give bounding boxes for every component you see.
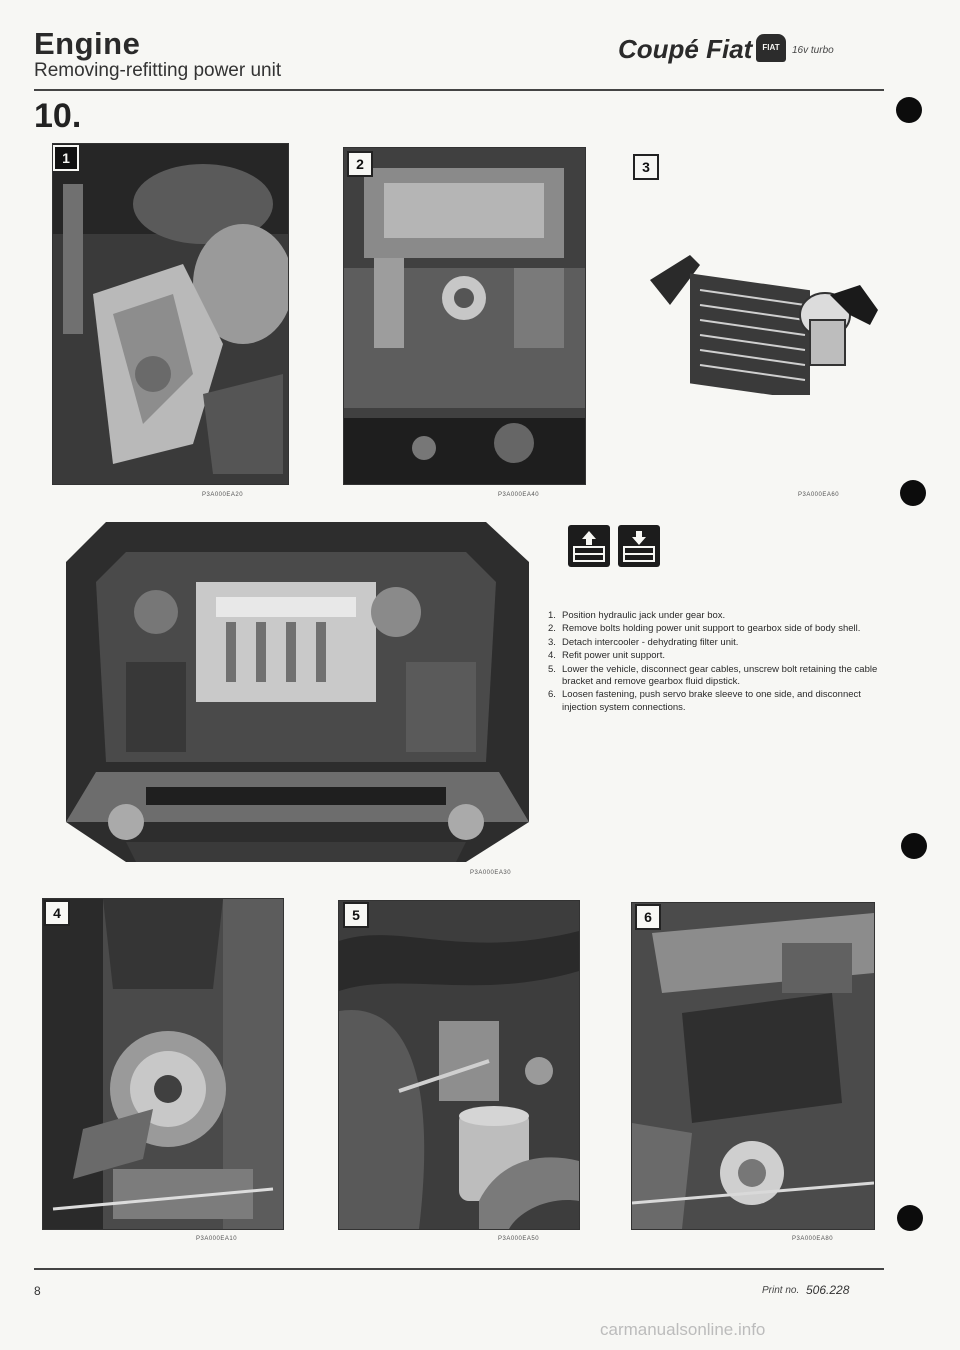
photo-3-label: 3 bbox=[633, 154, 659, 180]
photo-6-code: P3A000EA80 bbox=[792, 1236, 834, 1242]
watermark: carmanualsonline.info bbox=[600, 1320, 766, 1339]
photo-4-label: 4 bbox=[44, 900, 70, 926]
brand-name: Coupé Fiat bbox=[618, 34, 753, 64]
jack-raise-icon bbox=[568, 525, 610, 567]
instruction-item: 6. Loosen fastening, push servo brake sleeve to one side, and disconnect injection system connections. bbox=[548, 689, 861, 713]
page-number: 8 bbox=[34, 1284, 41, 1298]
photo-6-label: 6 bbox=[635, 904, 661, 930]
header-rule bbox=[34, 89, 884, 91]
jack-lower-icon bbox=[618, 525, 660, 567]
page-title: Engine bbox=[34, 26, 141, 61]
photo-2-label: 2 bbox=[347, 151, 373, 177]
photo-1-code: P3A000EA20 bbox=[202, 492, 244, 498]
binder-hole bbox=[900, 480, 926, 506]
instruction-item: 5. Lower the vehicle, disconnect gear cables, unscrew bolt retaining the cable bracket and remove gearbox fluid dipstick. bbox=[548, 663, 878, 688]
photo-3-code: P3A000EA60 bbox=[798, 492, 840, 498]
photo-5 bbox=[338, 900, 580, 1230]
photo-3 bbox=[630, 225, 885, 395]
engine-bay-photo bbox=[66, 522, 529, 867]
photo-2-code: P3A000EA40 bbox=[498, 492, 540, 498]
footer-rule bbox=[34, 1268, 884, 1270]
instruction-item: 4. Refit power unit support. bbox=[548, 650, 665, 662]
instructions-list bbox=[548, 610, 884, 715]
print-label: Print no. bbox=[762, 1285, 800, 1296]
photo-1 bbox=[52, 143, 289, 485]
photo-5-code: P3A000EA50 bbox=[498, 1236, 540, 1242]
engine-bay-code: P3A000EA30 bbox=[470, 870, 512, 876]
binder-hole bbox=[897, 1205, 923, 1231]
photo-4 bbox=[42, 898, 284, 1230]
binder-hole bbox=[896, 97, 922, 123]
instruction-item: 3. Detach intercooler - dehydrating filter unit. bbox=[548, 636, 739, 648]
instruction-item: 2. Remove bolts holding power unit support to gearbox side of body shell. bbox=[548, 623, 861, 635]
instruction-item: 1. Position hydraulic jack under gear box. bbox=[548, 610, 726, 621]
print-number: 506.228 bbox=[806, 1283, 850, 1297]
fiat-logo-icon: FIAT bbox=[756, 34, 786, 62]
photo-4-code: P3A000EA10 bbox=[196, 1236, 238, 1242]
photo-6 bbox=[631, 902, 875, 1230]
binder-hole bbox=[901, 833, 927, 859]
photo-2 bbox=[343, 147, 586, 485]
photo-5-label: 5 bbox=[343, 902, 369, 928]
page-subtitle: Removing-refitting power unit bbox=[34, 60, 282, 81]
section-number: 10. bbox=[34, 97, 82, 135]
photo-1-label: 1 bbox=[53, 145, 79, 171]
brand-model: 16v turbo bbox=[792, 45, 834, 56]
